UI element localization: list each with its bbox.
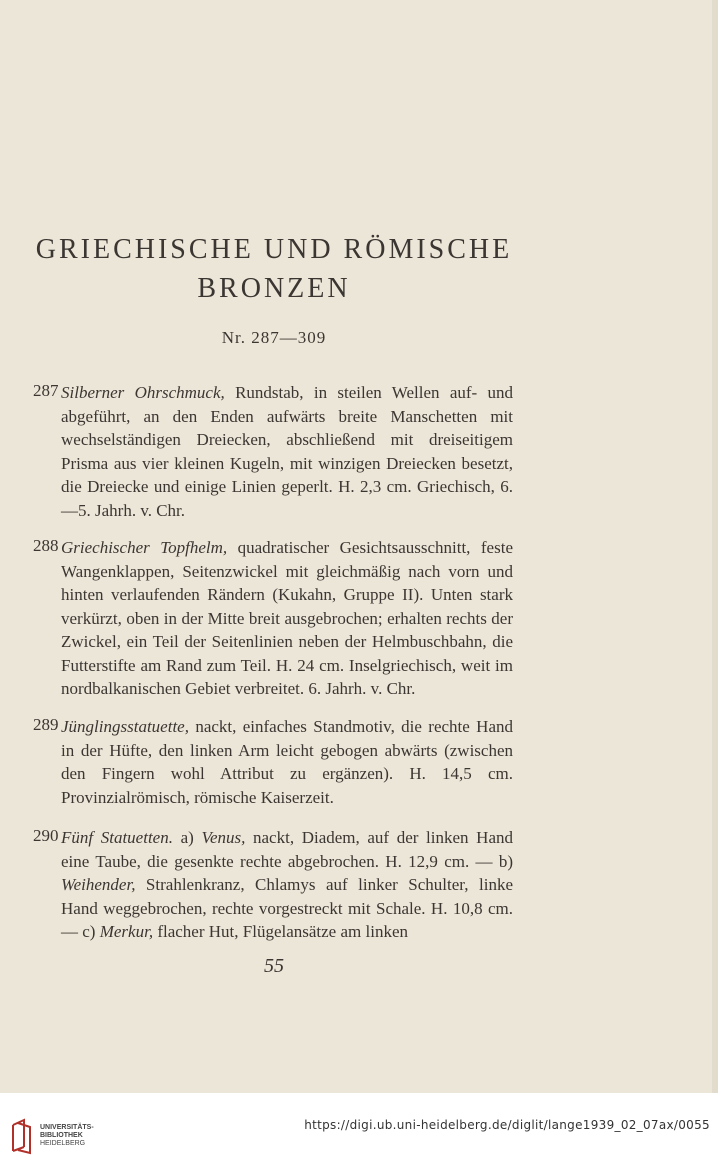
- entry-description: Rundstab, in steilen Wellen auf- und abgeführt, an den Enden aufwärts breite Manschetten mit wechselständigen Dreiecken, abschließend mit dreiseitigem Prisma aus vier kleinen Kugeln, mit winzigen Dreiecken besetzt, die Dreiecke und einige Linien geperlt. H. 2,3 cm. Griechisch, 6.—5. Jahrh. v. Chr.: [61, 383, 513, 520]
- entry-title: Fünf Statuetten.: [61, 828, 173, 847]
- catalog-entry-288: [33, 536, 513, 701]
- page-title-line1: GRIECHISCHE UND RÖMISCHE: [35, 234, 513, 265]
- logo-line2: BIBLIOTHEK: [40, 1132, 83, 1139]
- entry-title: Griechischer Topfhelm,: [61, 538, 228, 557]
- entry-number: 288: [33, 536, 59, 555]
- entry-subtitle-a: Venus,: [201, 828, 246, 847]
- entry-description-a: nackt, Diadem, auf der linken Hand eine Taube, die gesenkte rechte abgebrochen. H. 12,9 cm. — b): [61, 828, 514, 871]
- logo-line3: HEIDELBERG: [40, 1140, 86, 1147]
- catalog-entry-287: [33, 381, 513, 522]
- logo-line1: UNIVERSITÄTS-: [40, 1124, 94, 1131]
- page-number: 55: [264, 955, 284, 977]
- entry-description: quadratischer Gesichtsausschnitt, feste Wangenklappen, Seitenzwickel mit gleichmäßig nach vorn und hinten verlaufenden Rändern (Kukahn, Gruppe II). Unten stark verkürzt, oben in der Mitte breit ausgebrochen; erhalten rechts der Zwickel, ein Teil der Seitenlinien neben der Helmbuschbahn, die Futterstifte am Rand zum Teil. H. 24 cm. Inselgriechisch, weit im nordbalkanischen Gebiet verbreitet. 6. Jahrh. v. Chr.: [61, 538, 513, 698]
- entry-number: 289: [33, 715, 59, 734]
- entry-part-a-label: a): [172, 828, 202, 847]
- library-logo-text: [40, 1124, 94, 1148]
- entry-description: nackt, einfaches Standmotiv, die rechte Hand in der Hüfte, den linken Arm leicht gebogen abwärts (zwischen den Fingern wohl Attribut zu ergänzen). H. 14,5 cm. Provinzialrömisch, römische Kaiserzeit.: [61, 717, 513, 807]
- library-logo-icon: [10, 1117, 34, 1155]
- entry-text: [33, 715, 513, 809]
- entry-number: 290: [33, 826, 59, 845]
- entry-description-b: Strahlenkranz, Chlamys auf linker Schulter, linke Hand weggebrochen, rechte vorgestreckt mit Schale. H. 10,8 cm. — c): [61, 875, 513, 941]
- entry-subtitle-c: Merkur,: [99, 922, 154, 941]
- entry-title: Jünglingsstatuette,: [61, 717, 189, 736]
- entry-text: [33, 381, 513, 522]
- page-edge: [712, 0, 718, 1093]
- catalog-range: Nr. 287—309: [221, 328, 327, 347]
- catalog-entry-290: [33, 826, 513, 944]
- permalink-url[interactable]: https://digi.ub.uni-heidelberg.de/diglit/lange1939_02_07ax/0055: [304, 1118, 710, 1132]
- entry-text: [33, 536, 513, 701]
- page-title-line2: BRONZEN: [197, 273, 351, 304]
- entry-description-c: flacher Hut, Flügelansätze am linken: [153, 922, 408, 941]
- catalog-entry-289: [33, 715, 513, 809]
- entry-subtitle-b: Weihender,: [61, 875, 136, 894]
- entry-text: [33, 826, 513, 944]
- entry-title: Silberner Ohrschmuck,: [61, 383, 225, 402]
- entry-number: 287: [33, 381, 59, 400]
